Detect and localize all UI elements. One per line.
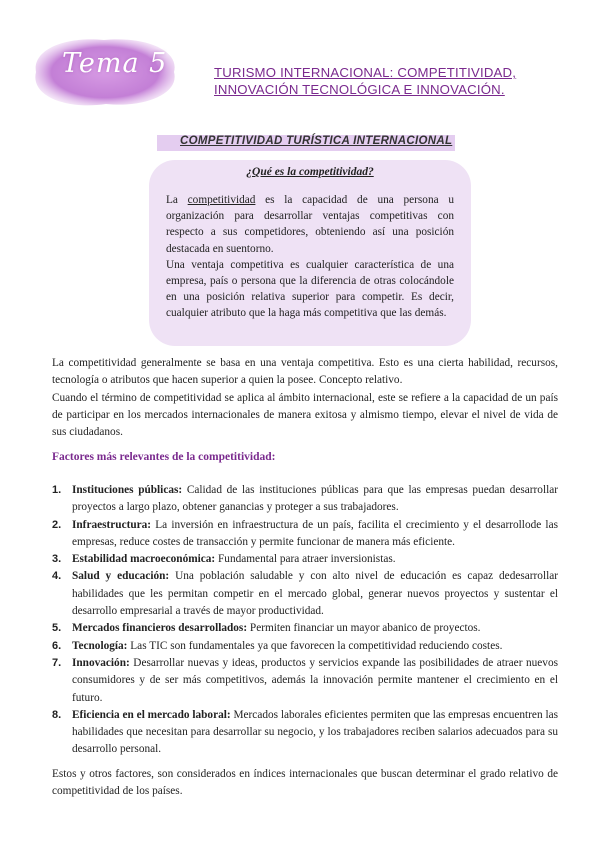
card-paragraph-2: Una ventaja competitiva es cualquier característica de una empresa, país o persona que la diferencia de otras colocándole en una posición relativa superior para competir. Es decir, cualquier atributo que la haga más competitiva que las demás. <box>166 258 454 320</box>
list-item: 1. Instituciones públicas: Calidad de las instituciones públicas para que las empresas puedan desarrollar proyectos a largo plazo, obtener ganancias y proteger a sus trabajadores. <box>52 484 559 514</box>
topic-label: Tema 5 <box>62 48 168 79</box>
card-question: ¿Qué es la competitividad? <box>246 166 374 178</box>
factors-list <box>52 482 558 759</box>
definition-card <box>149 160 471 346</box>
section-title: COMPETITIVIDAD TURÍSTICA INTERNACIONAL <box>180 135 453 147</box>
closing-paragraph: Estos y otros factores, son considerados en índices internacionales que buscan determinar el grado relativo de competitividad de los países. <box>52 768 558 798</box>
page-title: TURISMO INTERNACIONAL: COMPETITIVIDAD, INNOVACIÓN TECNOLÓGICA E INNOVACIÓN. <box>214 65 517 97</box>
list-item: 7. Innovación: Desarrollar nuevas y ideas, productos y servicios expande las posibilidades de atraer nuevos consumidores y de ser más competitivos, además la innovación permite mantener el crecimiento en el futuro. <box>52 656 558 704</box>
list-item: 4. Salud y educación: Una población saludable y con alto nivel de educación es capaz dedesarrollar habilidades que les permitan competir en el mercado global, generar nuevos proyectos y sustentar el desarrollo empresarial a través de mayor productividad. <box>52 570 558 618</box>
intro-text <box>52 355 558 441</box>
list-item: 3. Estabilidad macroeconómica: Fundamental para atraer inversionistas. <box>52 553 396 566</box>
list-item: 6. Tecnología: Las TIC son fundamentales ya que favorecen la competitividad reduciendo costes. <box>52 639 503 652</box>
list-item: 5. Mercados financieros desarrollados: Permiten financiar un mayor abanico de proyectos. <box>52 622 481 635</box>
card-paragraph-1: La competitividad es la capacidad de una persona u organización para desarrollar ventajas competitivas con respecto a sus competidores, obteniendo así una posición destacada en suentorno. <box>166 194 454 255</box>
intro-paragraph-1: La competitividad generalmente se basa en una ventaja competitiva. Esto es una cierta habilidad, recursos, tecnología o atributos que hacen superior a quien la posee. Concepto relativo. <box>52 357 558 387</box>
intro-paragraph-2: Cuando el término de competitividad se aplica al ámbito internacional, este se refiere a la capacidad de un país de participar en los mercados internacionales de manera exitosa y almismo tiempo, elevar el nivel de vida de sus ciudadanos. <box>52 391 558 439</box>
factors-heading: Factores más relevantes de la competitividad: <box>52 451 276 463</box>
list-item: 8. Eficiencia en el mercado laboral: Mercados laborales eficientes permiten que las empresas encuentren las habilidades que necesitan para desarrollar su negocio, y los trabajadores reciben salarios adecuados para su desarrollo personal. <box>52 708 558 756</box>
card-body <box>166 192 454 322</box>
list-item: 2. Infraestructura: La inversión en infraestructura de un país, facilita el crecimiento y el desarrollode las empresas, reduce costes de transacción y permite funcionar de manera más eficiente. <box>52 518 558 548</box>
